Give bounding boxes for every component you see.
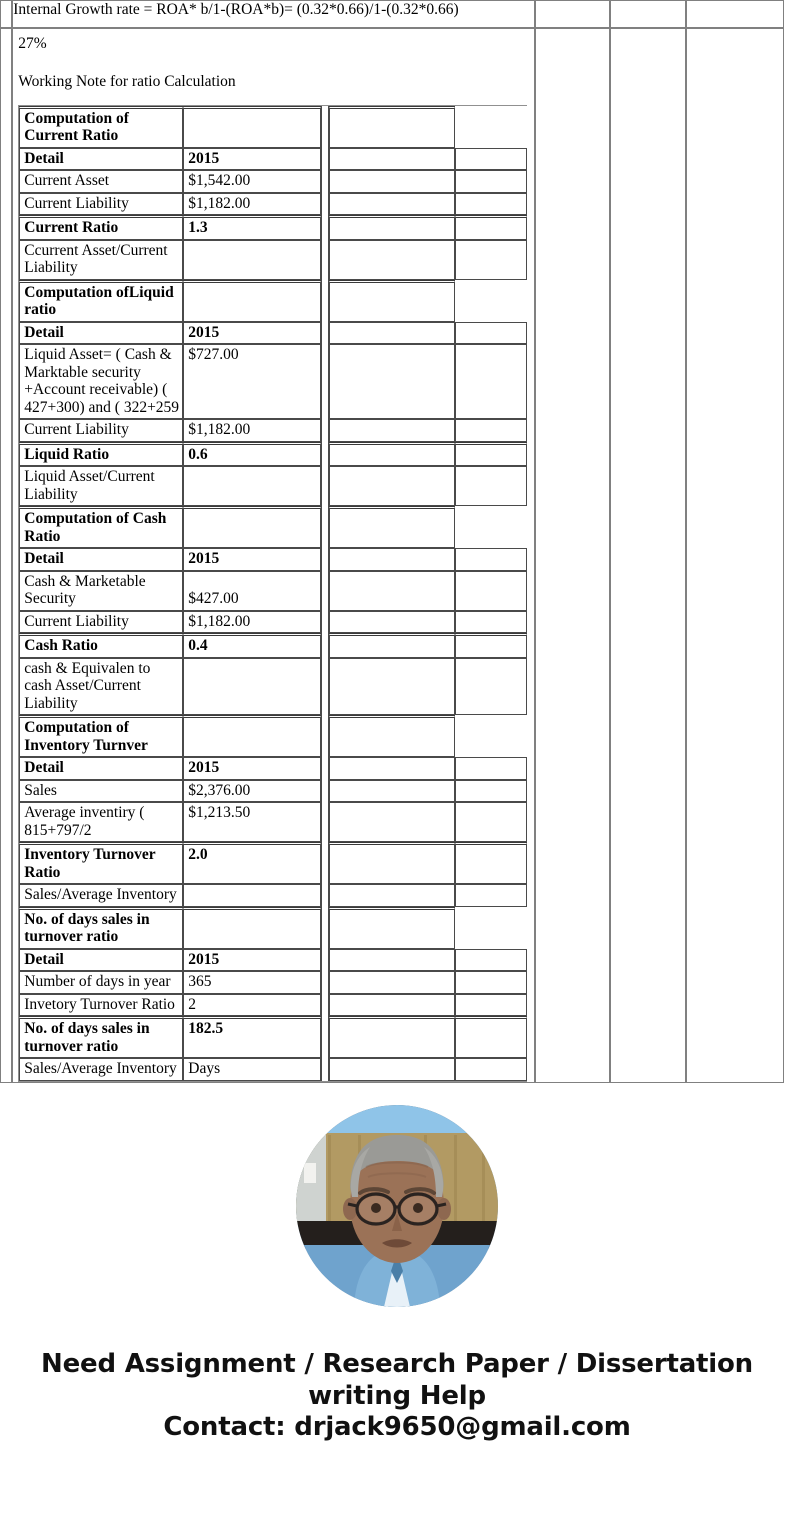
column-gutter <box>321 419 329 442</box>
row-blank <box>329 344 455 419</box>
promo-line-1: Need Assignment / Research Paper / Dissertation <box>41 1348 753 1379</box>
formula-trailing <box>455 658 527 716</box>
formula-label: Ccurrent Asset/Current Liability <box>19 240 183 280</box>
row-gutter-cell <box>0 0 12 28</box>
detail-trailing <box>455 757 527 780</box>
column-gutter <box>321 715 329 757</box>
formula-label: Liquid Asset/Current Liability <box>19 466 183 506</box>
column-gutter <box>321 633 329 658</box>
formula-caption-row <box>19 658 527 716</box>
section-header-trailing <box>455 715 527 757</box>
formula-trailing <box>455 1058 527 1081</box>
formula-value: Days <box>183 1058 321 1081</box>
column-gutter <box>321 949 329 972</box>
promo-text <box>0 1349 794 1443</box>
result-label: No. of days sales in turnover ratio <box>19 1016 183 1058</box>
empty-cell-col4 <box>610 28 686 1083</box>
column-gutter <box>321 571 329 611</box>
detail-blank <box>329 148 455 171</box>
percent-result: 27% <box>18 35 47 52</box>
section-header-trailing <box>455 106 527 148</box>
row-trailing <box>455 419 527 442</box>
section-header-label: Computation of Current Ratio <box>19 106 183 148</box>
detail-blank <box>329 548 455 571</box>
section-header-blank <box>329 907 455 949</box>
formula-trailing <box>455 466 527 506</box>
column-gutter <box>321 106 329 148</box>
row-value: $1,182.00 <box>183 419 321 442</box>
section-header-trailing <box>455 907 527 949</box>
column-gutter <box>321 994 329 1017</box>
column-gutter <box>321 884 329 907</box>
detail-header-row <box>19 322 527 345</box>
column-gutter <box>321 280 329 322</box>
result-blank <box>329 633 455 658</box>
detail-trailing <box>455 322 527 345</box>
column-gutter <box>321 215 329 240</box>
section-header-value <box>183 715 321 757</box>
row-label: Invetory Turnover Ratio <box>19 994 183 1017</box>
result-label: Inventory Turnover Ratio <box>19 842 183 884</box>
row-trailing <box>455 994 527 1017</box>
section-header-trailing <box>455 506 527 548</box>
section-header-value <box>183 907 321 949</box>
formula-label: Sales/Average Inventory <box>19 884 183 907</box>
row-blank <box>329 802 455 842</box>
promo-footer <box>0 1083 794 1461</box>
result-trailing <box>455 215 527 240</box>
detail-label: Detail <box>19 548 183 571</box>
row-value: $727.00 <box>183 344 321 419</box>
detail-label: Detail <box>19 757 183 780</box>
result-trailing <box>455 1016 527 1058</box>
column-gutter <box>321 1058 329 1081</box>
column-gutter <box>321 658 329 716</box>
table-row <box>19 571 527 611</box>
row-trailing <box>455 971 527 994</box>
section-header-blank <box>329 106 455 148</box>
empty-cell-col4 <box>610 0 686 28</box>
result-value: 0.4 <box>183 633 321 658</box>
section-header-label: Computation of Inventory Turnver <box>19 715 183 757</box>
table-row <box>19 170 527 193</box>
section-header-row <box>19 506 527 548</box>
result-row <box>19 442 527 467</box>
row-label: Sales <box>19 780 183 803</box>
result-blank <box>329 842 455 884</box>
row-label: Average inventiry ( 815+797/2 <box>19 802 183 842</box>
result-row <box>19 215 527 240</box>
table-row <box>19 994 527 1017</box>
row-value: $1,542.00 <box>183 170 321 193</box>
column-gutter <box>321 442 329 467</box>
row-label: Current Asset <box>19 170 183 193</box>
section-header-blank <box>329 280 455 322</box>
formula-blank <box>329 1058 455 1081</box>
detail-year: 2015 <box>183 148 321 171</box>
formula-trailing <box>455 240 527 280</box>
table-row <box>19 419 527 442</box>
table-row <box>19 802 527 842</box>
section-header-row <box>19 106 527 148</box>
column-gutter <box>321 971 329 994</box>
column-gutter <box>321 907 329 949</box>
formula-caption-row <box>19 240 527 280</box>
column-gutter <box>321 170 329 193</box>
row-value: $427.00 <box>183 571 321 611</box>
row-label: Current Liability <box>19 611 183 634</box>
detail-header-row <box>19 949 527 972</box>
note-block <box>13 29 534 1082</box>
row-value: $1,182.00 <box>183 611 321 634</box>
row-blank <box>329 611 455 634</box>
detail-year: 2015 <box>183 548 321 571</box>
column-gutter <box>321 322 329 345</box>
row-gutter-cell <box>0 28 12 1083</box>
result-blank <box>329 1016 455 1058</box>
column-gutter <box>321 193 329 216</box>
formula-caption-row <box>19 1058 527 1081</box>
detail-trailing <box>455 949 527 972</box>
row-label: Cash & Marketable Security <box>19 571 183 611</box>
column-gutter <box>321 466 329 506</box>
column-gutter <box>321 344 329 419</box>
row-trailing <box>455 802 527 842</box>
row-blank <box>329 994 455 1017</box>
avatar-photo <box>296 1105 498 1307</box>
row-trailing <box>455 780 527 803</box>
detail-trailing <box>455 548 527 571</box>
formula-blank <box>329 884 455 907</box>
column-gutter <box>321 148 329 171</box>
row-blank <box>329 193 455 216</box>
result-label: Cash Ratio <box>19 633 183 658</box>
row-value: $2,376.00 <box>183 780 321 803</box>
section-header-value <box>183 280 321 322</box>
formula-row <box>0 0 784 28</box>
column-gutter <box>321 842 329 884</box>
column-gutter <box>321 802 329 842</box>
formula-value <box>183 240 321 280</box>
formula-caption-row <box>19 884 527 907</box>
row-blank <box>329 419 455 442</box>
row-trailing <box>455 344 527 419</box>
section-header-value <box>183 506 321 548</box>
detail-trailing <box>455 148 527 171</box>
detail-label: Detail <box>19 148 183 171</box>
row-label: Current Liability <box>19 419 183 442</box>
row-trailing <box>455 571 527 611</box>
result-trailing <box>455 442 527 467</box>
row-value: $1,213.50 <box>183 802 321 842</box>
empty-cell-col3 <box>535 0 611 28</box>
column-gutter <box>321 1016 329 1058</box>
table-row <box>19 780 527 803</box>
ratio-calculation-table <box>18 105 527 1082</box>
row-blank <box>329 571 455 611</box>
result-value: 2.0 <box>183 842 321 884</box>
detail-header-row <box>19 757 527 780</box>
result-row <box>19 633 527 658</box>
result-trailing <box>455 633 527 658</box>
row-blank <box>329 170 455 193</box>
formula-blank <box>329 466 455 506</box>
formula-value <box>183 658 321 716</box>
internal-growth-rate-formula: Internal Growth rate = ROA* b/1-(ROA*b)= (0.32*0.66)/1-(0.32*0.66) <box>12 0 535 28</box>
section-header-label: Computation of Cash Ratio <box>19 506 183 548</box>
row-blank <box>329 971 455 994</box>
section-header-row <box>19 715 527 757</box>
column-gutter <box>321 611 329 634</box>
formula-blank <box>329 240 455 280</box>
formula-label: cash & Equivalen to cash Asset/Current Liability <box>19 658 183 716</box>
formula-trailing <box>455 884 527 907</box>
working-note-row <box>0 28 784 1083</box>
result-value: 182.5 <box>183 1016 321 1058</box>
result-blank <box>329 442 455 467</box>
table-row <box>19 611 527 634</box>
section-header-value <box>183 106 321 148</box>
result-blank <box>329 215 455 240</box>
promo-line-2: writing Help <box>308 1381 486 1412</box>
working-note-heading: Working Note for ratio Calculation <box>18 72 236 90</box>
detail-blank <box>329 322 455 345</box>
row-label: Liquid Asset= ( Cash & Marktable security +Account receivable) ( 427+300) and ( 322+259 <box>19 344 183 419</box>
column-gutter <box>321 506 329 548</box>
detail-label: Detail <box>19 322 183 345</box>
avatar <box>296 1105 498 1307</box>
formula-blank <box>329 658 455 716</box>
detail-label: Detail <box>19 949 183 972</box>
row-trailing <box>455 611 527 634</box>
formula-label: Sales/Average Inventory <box>19 1058 183 1081</box>
result-value: 1.3 <box>183 215 321 240</box>
row-blank <box>329 780 455 803</box>
column-gutter <box>321 757 329 780</box>
table-row <box>19 971 527 994</box>
working-note-container <box>12 28 535 1083</box>
result-label: Liquid Ratio <box>19 442 183 467</box>
detail-blank <box>329 949 455 972</box>
detail-header-row <box>19 148 527 171</box>
detail-header-row <box>19 548 527 571</box>
empty-cell-col5 <box>686 0 784 28</box>
column-gutter <box>321 780 329 803</box>
section-header-row <box>19 907 527 949</box>
table-row <box>19 344 527 419</box>
section-header-blank <box>329 715 455 757</box>
detail-year: 2015 <box>183 949 321 972</box>
detail-year: 2015 <box>183 757 321 780</box>
column-gutter <box>321 548 329 571</box>
row-label: Current Liability <box>19 193 183 216</box>
section-header-trailing <box>455 280 527 322</box>
row-value: $1,182.00 <box>183 193 321 216</box>
table-row <box>19 193 527 216</box>
result-row <box>19 842 527 884</box>
section-header-label: Computation ofLiquid ratio <box>19 280 183 322</box>
result-row <box>19 1016 527 1058</box>
result-value: 0.6 <box>183 442 321 467</box>
formula-value <box>183 466 321 506</box>
formula-value <box>183 884 321 907</box>
result-label: Current Ratio <box>19 215 183 240</box>
empty-cell-col3 <box>535 28 611 1083</box>
row-trailing <box>455 193 527 216</box>
row-label: Number of days in year <box>19 971 183 994</box>
section-header-blank <box>329 506 455 548</box>
section-header-label: No. of days sales in turnover ratio <box>19 907 183 949</box>
promo-line-3: Contact: drjack9650@gmail.com <box>163 1411 631 1442</box>
section-header-row <box>19 280 527 322</box>
formula-caption-row <box>19 466 527 506</box>
result-trailing <box>455 842 527 884</box>
row-value: 2 <box>183 994 321 1017</box>
detail-blank <box>329 757 455 780</box>
row-trailing <box>455 170 527 193</box>
empty-cell-col5 <box>686 28 784 1083</box>
detail-year: 2015 <box>183 322 321 345</box>
column-gutter <box>321 240 329 280</box>
row-value: 365 <box>183 971 321 994</box>
